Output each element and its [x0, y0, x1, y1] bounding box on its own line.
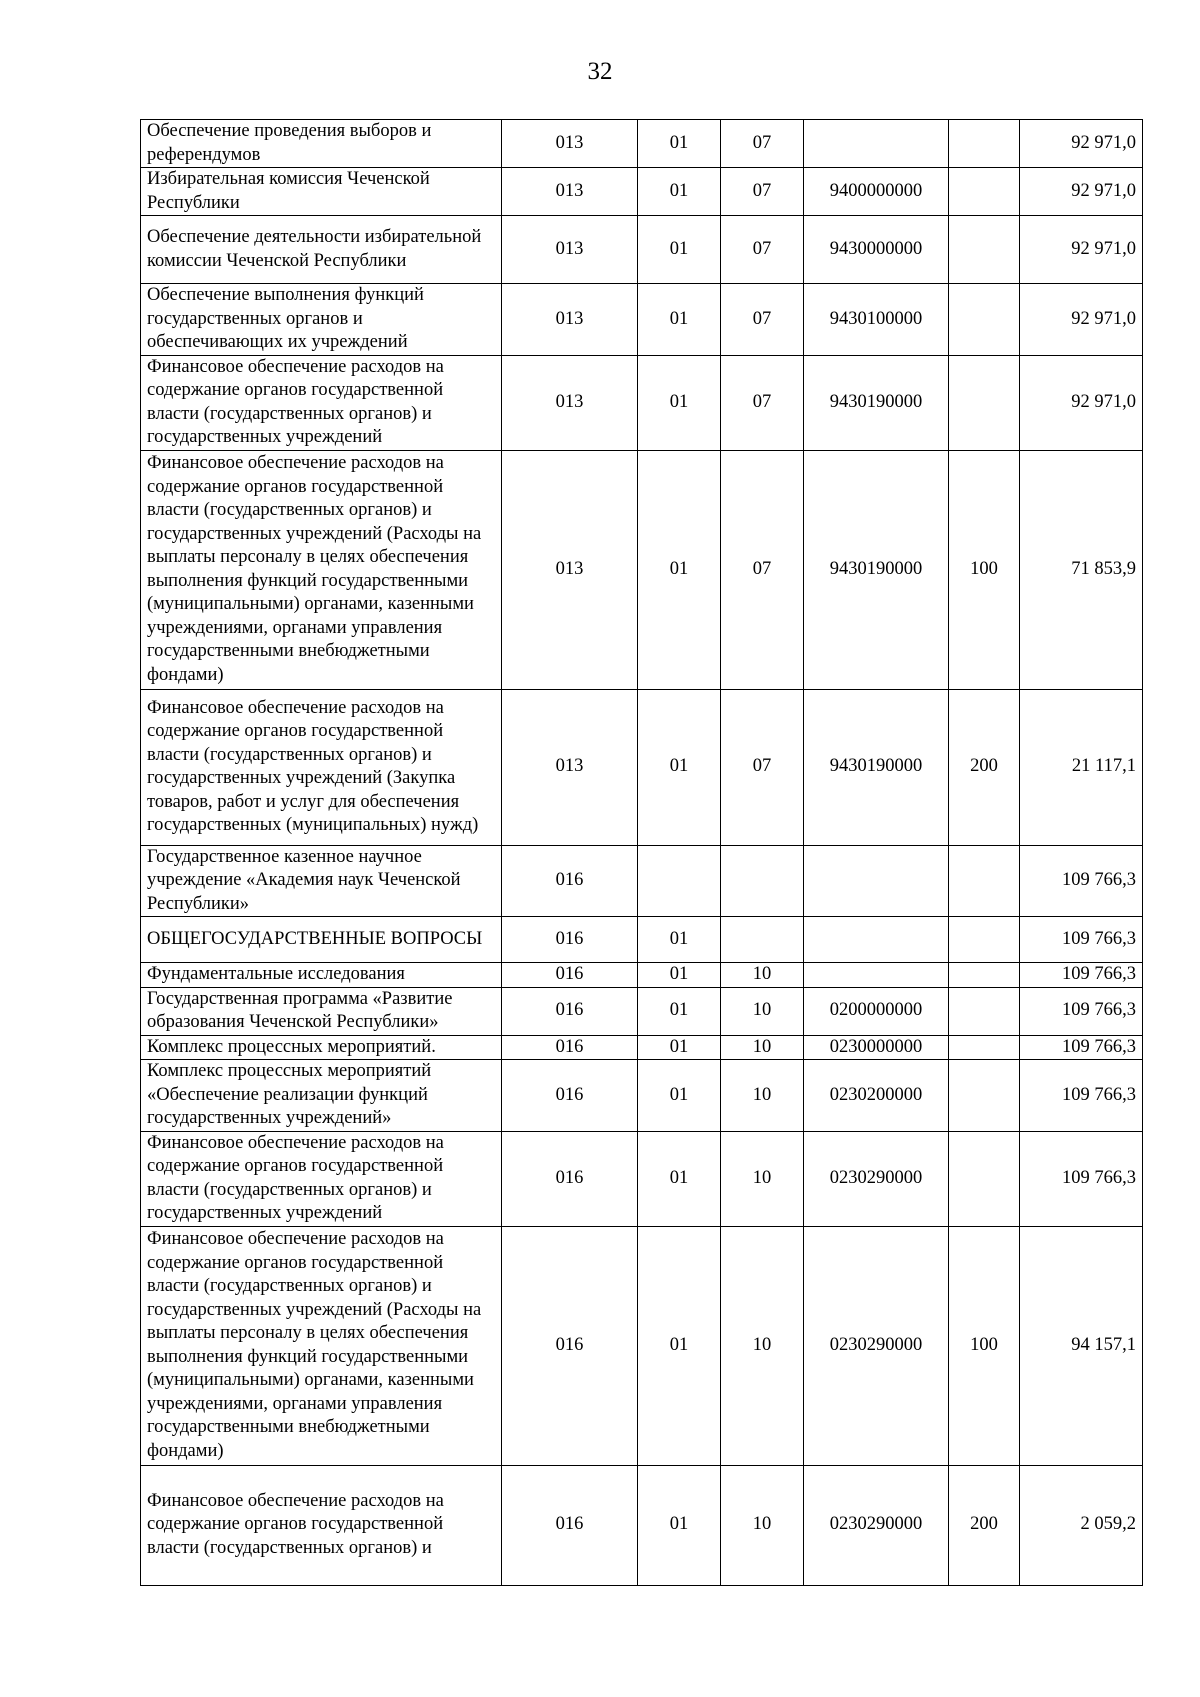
row-sum-cell: 94 157,1 — [1020, 1226, 1143, 1465]
row-pr-cell: 07 — [721, 168, 804, 216]
page-number: 32 — [587, 58, 613, 85]
row-ved-cell: 016 — [502, 917, 638, 963]
row-ved-cell: 013 — [502, 689, 638, 845]
row-ved-cell: 013 — [502, 168, 638, 216]
table-row — [141, 1465, 1143, 1585]
row-csr-cell: 9400000000 — [804, 168, 949, 216]
table-row — [141, 963, 1143, 988]
row-vr-cell — [949, 1060, 1020, 1132]
row-name-cell: Комплекс процессных мероприятий «Обеспечение реализации функций государственных учреждений» — [141, 1060, 502, 1132]
row-name-cell: Государственное казенное научное учреждение «Академия наук Чеченской Республики» — [141, 845, 502, 917]
row-rz-cell: 01 — [638, 355, 721, 450]
row-pr-cell: 10 — [721, 1131, 804, 1226]
row-sum-cell: 71 853,9 — [1020, 450, 1143, 689]
row-vr-cell — [949, 963, 1020, 988]
row-csr-cell: 0230290000 — [804, 1226, 949, 1465]
row-name-cell: Финансовое обеспечение расходов на содержание органов государственной власти (государственных органов) и государственных учреждений — [141, 1131, 502, 1226]
row-vr-cell — [949, 1035, 1020, 1060]
row-pr-cell: 10 — [721, 1035, 804, 1060]
row-vr-cell — [949, 216, 1020, 284]
row-vr-cell: 200 — [949, 1465, 1020, 1585]
row-rz-cell: 01 — [638, 963, 721, 988]
row-ved-cell: 016 — [502, 963, 638, 988]
row-name-cell: Финансовое обеспечение расходов на содержание органов государственной власти (государственных органов) и государственных учреждений — [141, 355, 502, 450]
row-csr-cell: 9430100000 — [804, 284, 949, 356]
row-rz-cell: 01 — [638, 216, 721, 284]
row-pr-cell: 07 — [721, 450, 804, 689]
table-row — [141, 1060, 1143, 1132]
table-row — [141, 845, 1143, 917]
row-vr-cell — [949, 120, 1020, 168]
row-vr-cell: 100 — [949, 1226, 1020, 1465]
row-sum-cell: 2 059,2 — [1020, 1465, 1143, 1585]
row-name-cell: Обеспечение проведения выборов и референдумов — [141, 120, 502, 168]
row-ved-cell: 016 — [502, 1226, 638, 1465]
table-row — [141, 1226, 1143, 1465]
row-csr-cell: 0230290000 — [804, 1131, 949, 1226]
row-vr-cell — [949, 987, 1020, 1035]
row-sum-cell: 109 766,3 — [1020, 987, 1143, 1035]
row-csr-cell: 0230000000 — [804, 1035, 949, 1060]
row-name-cell: Фундаментальные исследования — [141, 963, 502, 988]
row-csr-cell — [804, 917, 949, 963]
row-name-cell: Комплекс процессных мероприятий. — [141, 1035, 502, 1060]
row-pr-cell: 07 — [721, 216, 804, 284]
table-row — [141, 284, 1143, 356]
row-rz-cell: 01 — [638, 1226, 721, 1465]
table-row — [141, 1131, 1143, 1226]
row-csr-cell: 0230200000 — [804, 1060, 949, 1132]
row-sum-cell: 21 117,1 — [1020, 689, 1143, 845]
row-pr-cell: 10 — [721, 987, 804, 1035]
table-row — [141, 987, 1143, 1035]
row-csr-cell: 9430190000 — [804, 355, 949, 450]
row-sum-cell: 92 971,0 — [1020, 120, 1143, 168]
row-pr-cell: 10 — [721, 1465, 804, 1585]
row-rz-cell: 01 — [638, 284, 721, 356]
row-rz-cell: 01 — [638, 689, 721, 845]
row-sum-cell: 109 766,3 — [1020, 1035, 1143, 1060]
row-pr-cell — [721, 845, 804, 917]
row-rz-cell: 01 — [638, 987, 721, 1035]
row-pr-cell: 07 — [721, 355, 804, 450]
row-sum-cell: 92 971,0 — [1020, 168, 1143, 216]
row-sum-cell: 109 766,3 — [1020, 963, 1143, 988]
row-csr-cell: 0200000000 — [804, 987, 949, 1035]
row-rz-cell: 01 — [638, 450, 721, 689]
row-vr-cell: 100 — [949, 450, 1020, 689]
table-body — [141, 120, 1143, 1586]
row-ved-cell: 013 — [502, 216, 638, 284]
row-ved-cell: 013 — [502, 284, 638, 356]
row-ved-cell: 016 — [502, 845, 638, 917]
row-csr-cell: 0230290000 — [804, 1465, 949, 1585]
row-rz-cell: 01 — [638, 1465, 721, 1585]
table-row — [141, 689, 1143, 845]
row-rz-cell: 01 — [638, 1035, 721, 1060]
row-name-cell: Финансовое обеспечение расходов на содержание органов государственной власти (государственных органов) и — [141, 1465, 502, 1585]
row-vr-cell — [949, 917, 1020, 963]
table-row — [141, 450, 1143, 689]
row-rz-cell: 01 — [638, 1060, 721, 1132]
row-sum-cell: 92 971,0 — [1020, 355, 1143, 450]
row-rz-cell: 01 — [638, 1131, 721, 1226]
row-ved-cell: 016 — [502, 1035, 638, 1060]
row-pr-cell: 07 — [721, 284, 804, 356]
row-name-cell: Обеспечение деятельности избирательной комиссии Чеченской Республики — [141, 216, 502, 284]
row-pr-cell: 07 — [721, 120, 804, 168]
row-ved-cell: 013 — [502, 120, 638, 168]
row-name-cell: Обеспечение выполнения функций государственных органов и обеспечивающих их учреждений — [141, 284, 502, 356]
row-name-cell: Финансовое обеспечение расходов на содержание органов государственной власти (государственных органов) и государственных учреждений (Расходы на выплаты персоналу в целях обеспечения выполнения функций государственными (муниципальными) органами, казенными учреждениями, органами управления государственными внебюджетными фондами) — [141, 1226, 502, 1465]
row-rz-cell: 01 — [638, 168, 721, 216]
row-vr-cell — [949, 355, 1020, 450]
row-ved-cell: 016 — [502, 1060, 638, 1132]
row-pr-cell: 10 — [721, 1226, 804, 1465]
row-rz-cell — [638, 845, 721, 917]
row-sum-cell: 92 971,0 — [1020, 284, 1143, 356]
row-vr-cell — [949, 845, 1020, 917]
row-name-cell: Финансовое обеспечение расходов на содержание органов государственной власти (государственных органов) и государственных учреждений (Закупка товаров, работ и услуг для обеспечения государственных (муниципальных) нужд) — [141, 689, 502, 845]
table-row — [141, 168, 1143, 216]
row-csr-cell: 9430000000 — [804, 216, 949, 284]
row-name-cell: Финансовое обеспечение расходов на содержание органов государственной власти (государственных органов) и государственных учреждений (Расходы на выплаты персоналу в целях обеспечения выполнения функций государственными (муниципальными) органами, казенными учреждениями, органами управления государственными внебюджетными фондами) — [141, 450, 502, 689]
row-vr-cell — [949, 284, 1020, 356]
row-pr-cell: 10 — [721, 1060, 804, 1132]
row-ved-cell: 016 — [502, 1131, 638, 1226]
row-sum-cell: 109 766,3 — [1020, 845, 1143, 917]
row-ved-cell: 013 — [502, 450, 638, 689]
table-row — [141, 1035, 1143, 1060]
row-sum-cell: 109 766,3 — [1020, 1131, 1143, 1226]
table-row — [141, 355, 1143, 450]
row-csr-cell: 9430190000 — [804, 689, 949, 845]
table-row — [141, 216, 1143, 284]
row-name-cell: Государственная программа «Развитие образования Чеченской Республики» — [141, 987, 502, 1035]
budget-table — [140, 119, 1143, 1586]
row-sum-cell: 92 971,0 — [1020, 216, 1143, 284]
row-ved-cell: 016 — [502, 987, 638, 1035]
row-rz-cell: 01 — [638, 917, 721, 963]
row-name-cell: Избирательная комиссия Чеченской Республики — [141, 168, 502, 216]
row-rz-cell: 01 — [638, 120, 721, 168]
row-name-cell: ОБЩЕГОСУДАРСТВЕННЫЕ ВОПРОСЫ — [141, 917, 502, 963]
row-ved-cell: 016 — [502, 1465, 638, 1585]
row-csr-cell — [804, 845, 949, 917]
table-row — [141, 120, 1143, 168]
row-pr-cell: 07 — [721, 689, 804, 845]
row-csr-cell: 9430190000 — [804, 450, 949, 689]
row-vr-cell — [949, 1131, 1020, 1226]
row-pr-cell — [721, 917, 804, 963]
row-sum-cell: 109 766,3 — [1020, 917, 1143, 963]
row-sum-cell: 109 766,3 — [1020, 1060, 1143, 1132]
row-vr-cell — [949, 168, 1020, 216]
row-csr-cell — [804, 120, 949, 168]
table-row — [141, 917, 1143, 963]
row-csr-cell — [804, 963, 949, 988]
row-pr-cell: 10 — [721, 963, 804, 988]
row-ved-cell: 013 — [502, 355, 638, 450]
row-vr-cell: 200 — [949, 689, 1020, 845]
